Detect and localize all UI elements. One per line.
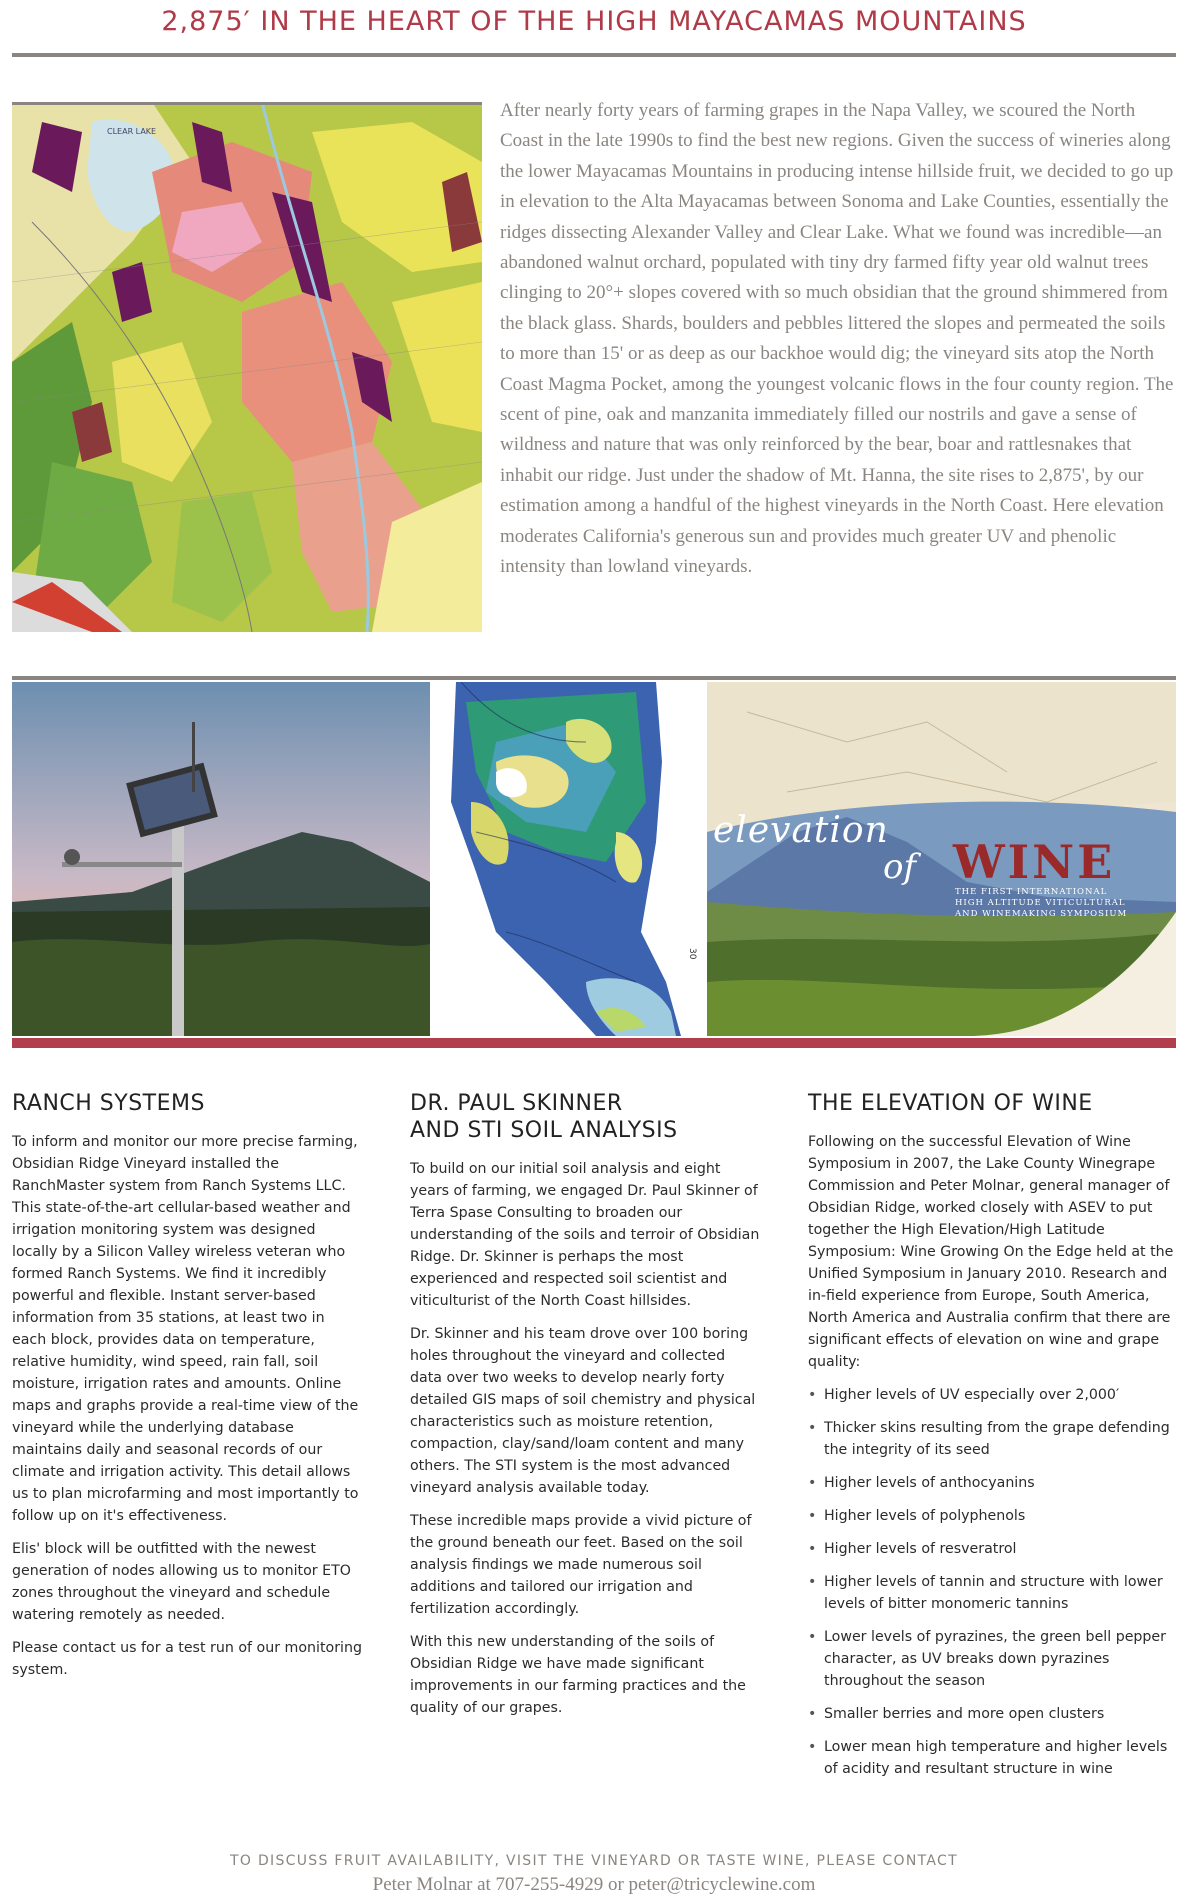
skinner-p4: With this new understanding of the soils of Obsidian Ridge we have made significant improvements in our farming practices and the quality of our grapes. xyxy=(410,1634,746,1716)
list-item: • Lower levels of pyrazines, the green bell pepper character, as UV breaks down pyrazines throughout the season xyxy=(808,1626,1176,1692)
ranch-systems-heading: RANCH SYSTEMS xyxy=(12,1091,205,1116)
soil-gis-map xyxy=(436,682,702,1036)
svg-text:30 xyxy=(687,948,697,960)
ranch-p1: To inform and monitor our more precise farming, Obsidian Ridge Vineyard installed the RanchMaster system from Ranch Systems LLC. This state-of-the-art cellular-based weather and irrigation monitoring system was designed locally by a Silicon Valley wireless veteran who formed Ranch Systems. We find it incredibly powerful and flexible. Instant server-based information from 35 stations, at least two in each block, provides data on temperature, relative humidity, wind speed, rain fall, soil moisture, irrigation rates and amounts. Online maps and graphs provide a real-time view of the vineyard while the underlying database maintains daily and seasonal records of our climate and irrigation activity. This detail allows us to plan microfarming and most importantly to follow up on it's effectiveness. xyxy=(12,1134,359,1524)
list-item: • Higher levels of UV especially over 2,000′ xyxy=(808,1384,1176,1406)
map-lake-label: CLEAR LAKE xyxy=(107,127,157,136)
intro-text: After nearly forty years of farming grapes in the Napa Valley, we scoured the North Coast in the late 1990s to find the best new regions. Given the success of wineries along the lower Mayacamas Mountains in producing intense hillside fruit, we decided to go up in elevation to the Alta Mayacamas between Sonoma and Lake Counties, essentially the ridges dissecting Alexander Valley and Clear Lake. What we found was incredible—an abandoned walnut orchard, populated with tiny dry farmed fifty year old walnut trees clinging to 20°+ slopes covered with so much obsidian that the ground shimmered from the black glass. Shards, boulders and pebbles littered the slopes and permeated the soils to more than 15' or as deep as our backhoe would dig; the vineyard sits atop the North Coast Magma Pocket, among the youngest volcanic flows in the four county region. The scent of pine, oak and manzanita immediately filled our nostrils and gave a sense of wildness and nature that was only reinforced by the bear, boar and rattlesnakes that inhabit our ridge. Just under the shadow of Mt. Hanna, the site rises to 2,875', by our estimation among a handful of the highest vineyards in the North Coast. Here elevation moderates California's generous sun and provides much greater UV and phenolic intensity than lowland vineyards. xyxy=(500,100,1174,578)
svg-text:elevation xyxy=(713,810,889,851)
svg-text:AND WINEMAKING SYMPOSIUM xyxy=(954,909,1127,919)
list-item: • Smaller berries and more open clusters xyxy=(808,1703,1176,1725)
banner-sub-2: HIGH ALTITUDE VITICULTURAL xyxy=(955,898,1126,908)
weather-station-photo xyxy=(12,682,430,1036)
list-item: • Thicker skins resulting from the grape defending the integrity of its seed xyxy=(808,1417,1176,1461)
elevation-bullet-list xyxy=(808,1384,1176,1780)
soil-map-number: 30 xyxy=(687,948,697,960)
list-item: • Higher levels of tannin and structure with lower levels of bitter monomeric tannins xyxy=(808,1571,1176,1615)
list-item: • Higher levels of polyphenols xyxy=(808,1505,1176,1527)
list-item: • Lower mean high temperature and higher levels of acidity and resultant structure in wine xyxy=(808,1736,1176,1780)
svg-text:HIGH ALTITUDE VITICULTURAL xyxy=(955,898,1126,908)
banner-sub-1: THE FIRST INTERNATIONAL xyxy=(955,887,1108,897)
elevation-column xyxy=(808,1090,1176,1791)
elevation-of-wine-banner xyxy=(707,682,1176,1036)
svg-text:WINE xyxy=(952,835,1115,889)
header-divider xyxy=(12,53,1176,57)
ranch-systems-column xyxy=(12,1090,362,1692)
footer-contact: Peter Molnar at 707-255-4929 or peter@tricyclewine.com xyxy=(372,1874,816,1895)
photos-divider-top xyxy=(12,676,1176,680)
list-item: • Higher levels of resveratrol xyxy=(808,1538,1176,1560)
skinner-column xyxy=(410,1090,760,1730)
skinner-heading-line2: AND STI SOIL ANALYSIS xyxy=(410,1118,678,1143)
skinner-heading-line1: DR. PAUL SKINNER xyxy=(410,1091,623,1116)
elevation-p1: Following on the successful Elevation of Wine Symposium in 2007, the Lake County Winegrape Commission and Peter Molnar, general manager of Obsidian Ridge, worked closely with ASEV to put together the High Elevation/High Latitude Symposium: Wine Growing On the Edge held at the Unified Symposium in January 2010. Research and in-field experience from Europe, South America, North America and Australia confirm that there are significant effects of elevation on wine and grape quality: xyxy=(808,1134,1174,1370)
skinner-p1: To build on our initial soil analysis and eight years of farming, we engaged Dr. Paul Skinner of Terra Spase Consulting to broaden our understanding of the soils and terroir of Obsidian Ridge. Dr. Skinner is perhaps the most experienced and respected soil scientist and viticulturist of the North Coast hillsides. xyxy=(410,1161,760,1309)
svg-text:CLEAR LAKE xyxy=(107,127,156,136)
svg-text:THE FIRST INTERNATIONAL xyxy=(955,887,1107,897)
skinner-p2: Dr. Skinner and his team drove over 100 boring holes throughout the vineyard and collected data over two weeks to develop nearly forty detailed GIS maps of soil chemistry and physical characteristics such as moisture retention, compaction, clay/sand/loam content and many others. The STI system is the most advanced vineyard analysis available today. xyxy=(410,1326,756,1496)
footer-cta: TO DISCUSS FRUIT AVAILABILITY, VISIT THE VINEYARD OR TASTE WINE, PLEASE CONTACT xyxy=(230,1853,958,1869)
banner-sub-3: AND WINEMAKING SYMPOSIUM xyxy=(955,909,1128,919)
skinner-heading xyxy=(410,1090,760,1144)
ranch-p2: Elis' block will be outfitted with the newest generation of nodes allowing us to monitor ETO zones throughout the vineyard and schedule watering remotely as needed. xyxy=(12,1541,351,1623)
geologic-map xyxy=(12,102,482,632)
page-title: 2,875′ IN THE HEART OF THE HIGH MAYACAMAS MOUNTAINS xyxy=(161,6,1027,37)
banner-word-elevation: elevation xyxy=(713,810,889,851)
list-item: • Higher levels of anthocyanins xyxy=(808,1472,1176,1494)
photos-divider-bottom xyxy=(12,1038,1176,1048)
ranch-p3: Please contact us for a test run of our monitoring system. xyxy=(12,1640,362,1678)
svg-text:of xyxy=(883,847,921,887)
elevation-heading: THE ELEVATION OF WINE xyxy=(808,1091,1093,1116)
banner-word-wine: WINE xyxy=(953,835,1116,889)
banner-word-of: of xyxy=(883,847,917,887)
skinner-p3: These incredible maps provide a vivid picture of the ground beneath our feet. Based on the soil analysis findings we made numerous soil additions and tailored our irrigation and fertilization accordingly. xyxy=(410,1513,752,1617)
